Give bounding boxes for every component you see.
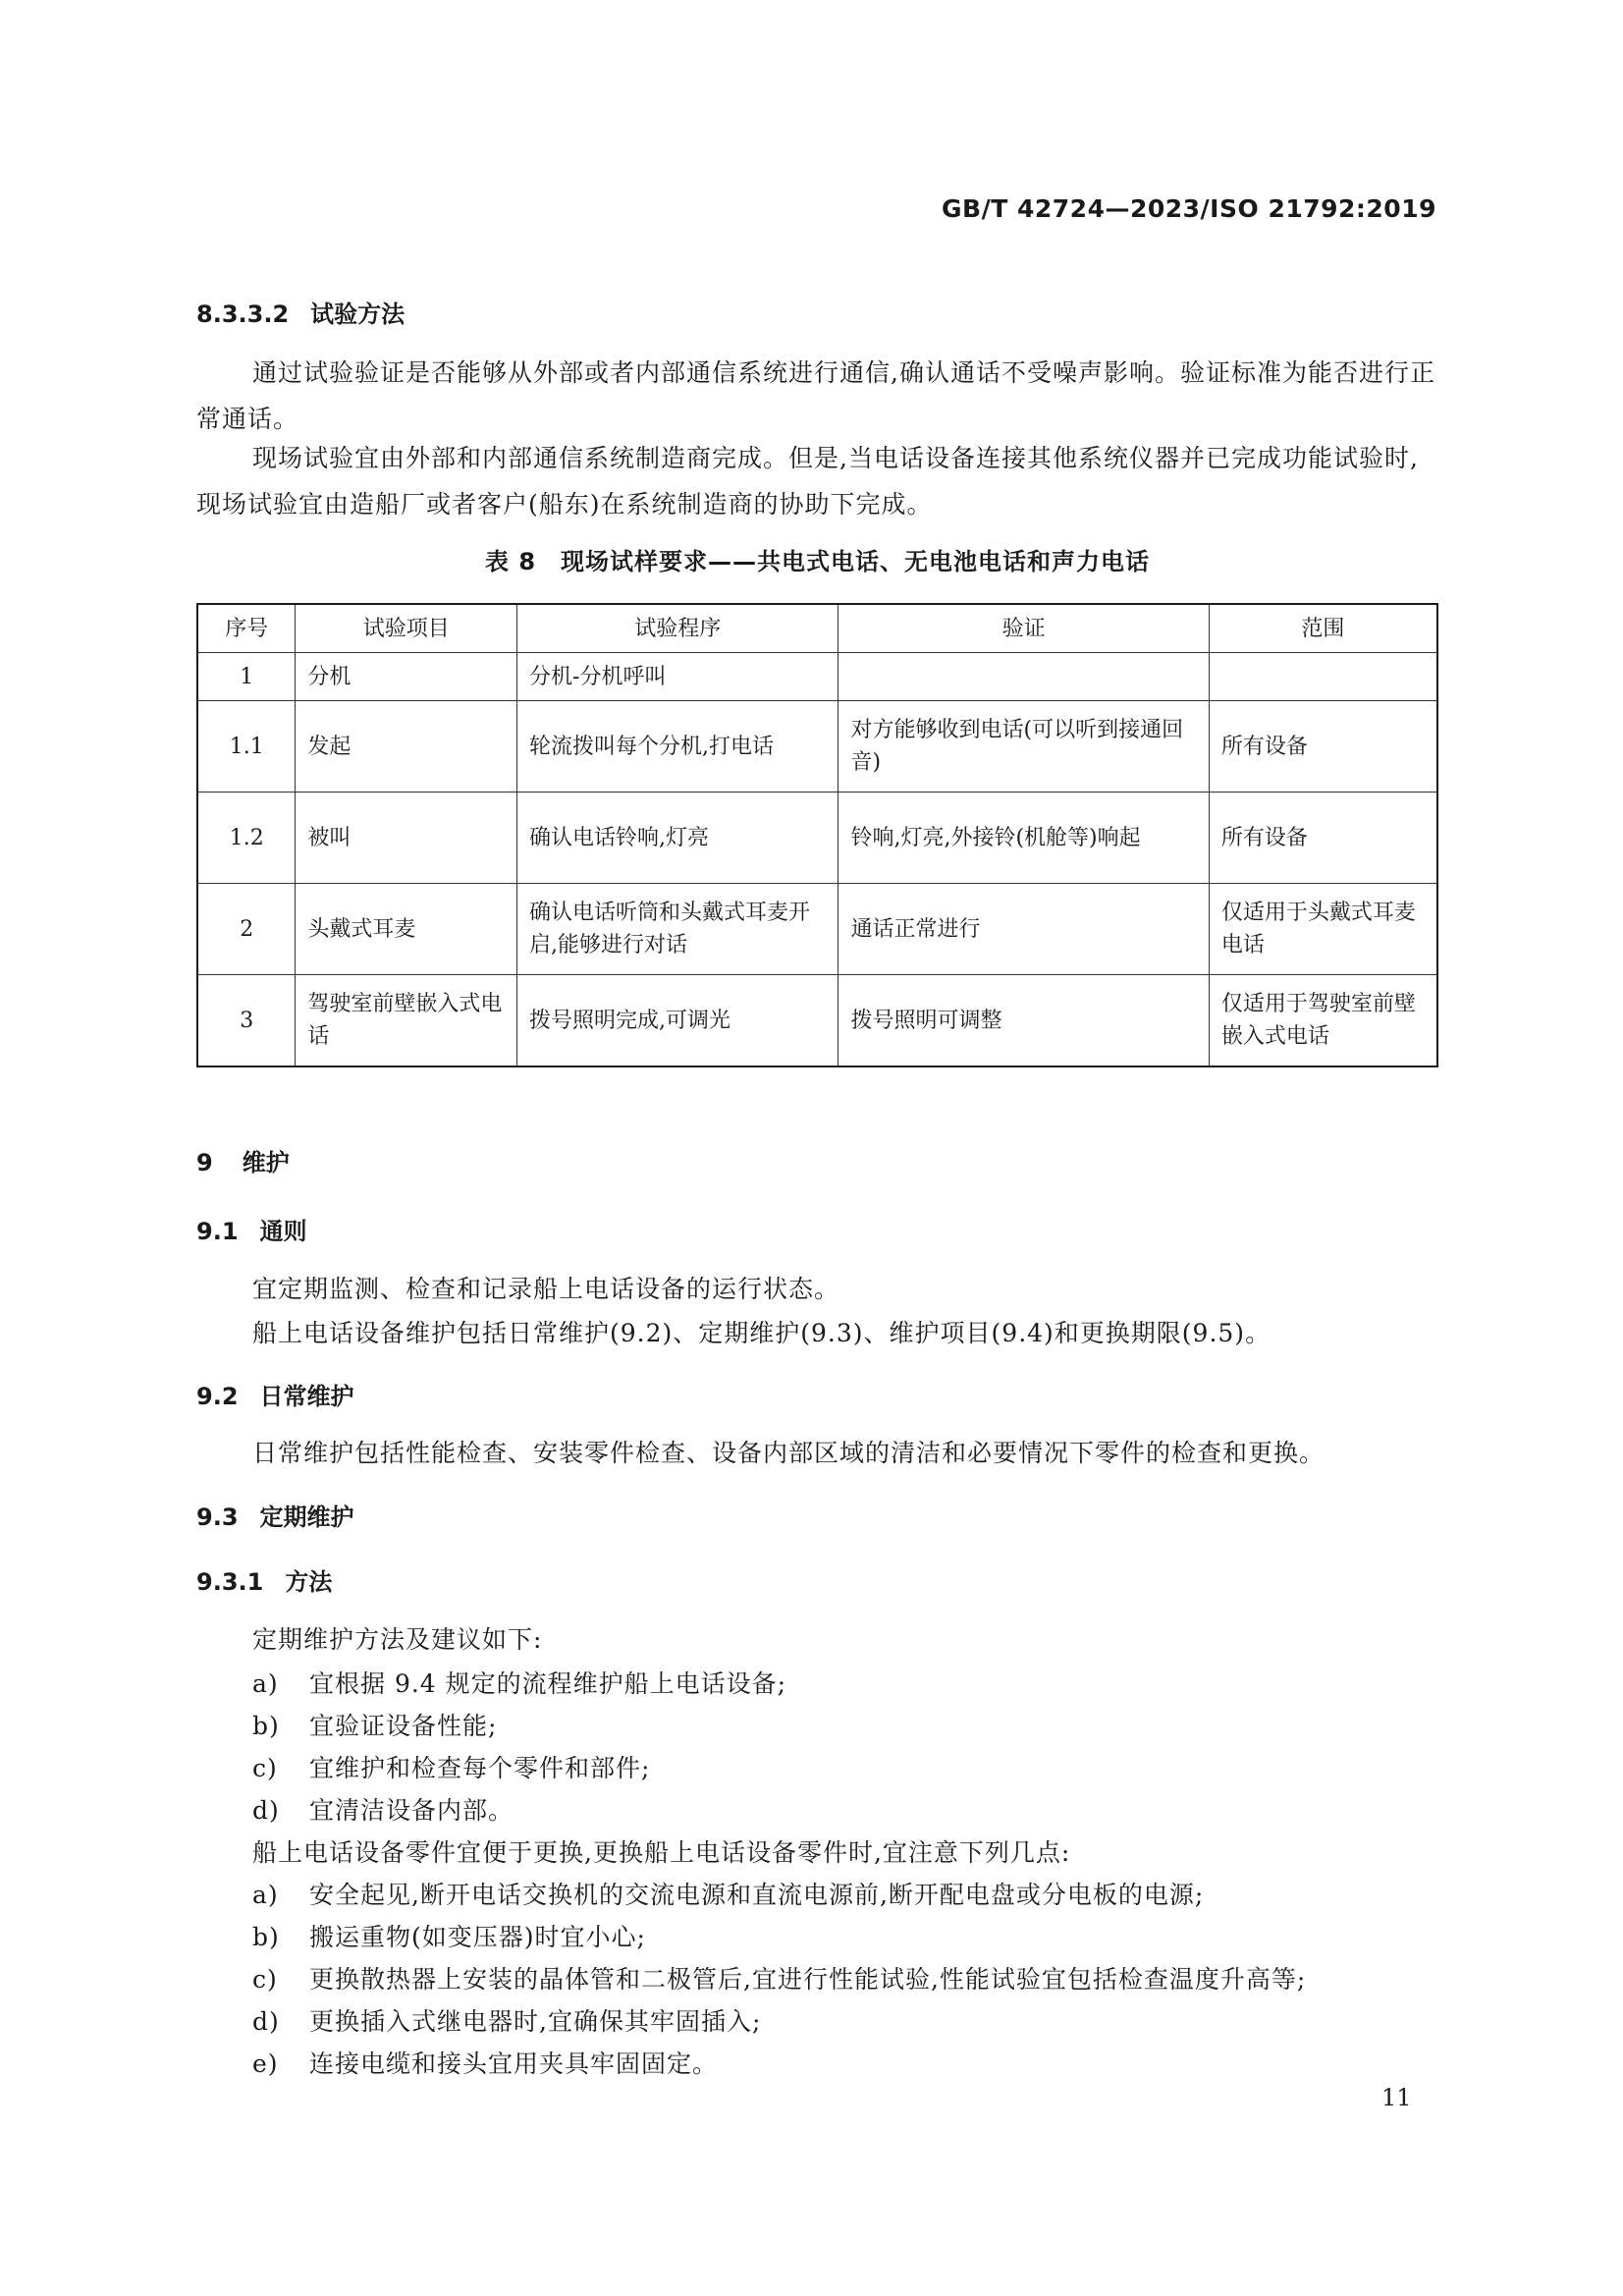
heading-number: 9.3	[196, 1503, 239, 1531]
paragraph: 现场试验宜由外部和内部通信系统制造商完成。但是,当电话设备连接其他系统仪器并已完成功能试验时,现场试验宜由造船厂或者客户(船东)在系统制造商的协助下完成。	[196, 444, 1419, 519]
paragraph: 船上电话设备维护包括日常维护(9.2)、定期维护(9.3)、维护项目(9.4)和更换期限(9.5)。	[252, 1319, 1271, 1347]
heading-9	[196, 1143, 290, 1177]
paragraph: 宜定期监测、检查和记录船上电话设备的运行状态。	[252, 1275, 840, 1303]
heading-8-3-3-2	[196, 295, 405, 329]
list-marker: a)	[252, 1881, 279, 1909]
table-header-row	[197, 604, 1437, 653]
list-text: 宜清洁设备内部。	[309, 1796, 514, 1825]
table-cell: 所有设备	[1209, 701, 1437, 793]
list-marker: d)	[252, 1796, 280, 1825]
list-text: 更换插入式继电器时,宜确保其牢固插入;	[309, 2007, 762, 2036]
list-text: 宜根据 9.4 规定的流程维护船上电话设备;	[309, 1669, 787, 1698]
list-text: 安全起见,断开电话交换机的交流电源和直流电源前,断开配电盘或分电板的电源;	[309, 1881, 1205, 1909]
list-text: 连接电缆和接头宜用夹具牢固固定。	[309, 2050, 719, 2078]
table-cell: 1.2	[197, 793, 296, 884]
table-cell: 所有设备	[1209, 793, 1437, 884]
table-cell	[839, 653, 1209, 701]
heading-title: 试验方法	[310, 301, 406, 328]
paragraph: 定期维护方法及建议如下:	[252, 1625, 543, 1654]
heading-9-3-1	[196, 1562, 332, 1597]
table-cell: 仅适用于头戴式耳麦电话	[1209, 884, 1437, 975]
heading-9-2	[196, 1377, 354, 1411]
list-item	[252, 1791, 514, 1831]
list-text: 搬运重物(如变压器)时宜小心;	[309, 1923, 646, 1951]
list-item	[252, 1707, 497, 1746]
list-text: 宜维护和检查每个零件和部件;	[309, 1754, 651, 1782]
list-item	[252, 1876, 1204, 1915]
standard-number: GB/T 42724—2023/ISO 21792:2019	[942, 194, 1436, 223]
heading-title: 日常维护	[259, 1383, 354, 1410]
list-item	[252, 1918, 646, 1957]
table-cell: 分机	[296, 653, 517, 701]
list-marker: b)	[252, 1923, 280, 1951]
heading-number: 9.3.1	[196, 1568, 264, 1596]
table-cell	[1209, 653, 1437, 701]
table-cell: 确认电话铃响,灯亮	[517, 793, 839, 884]
table-row	[197, 701, 1437, 793]
list-marker: b)	[252, 1712, 280, 1740]
table-cell: 对方能够收到电话(可以听到接通回音)	[839, 701, 1209, 793]
heading-number: 9.2	[196, 1383, 239, 1410]
table-row	[197, 975, 1437, 1067]
list-text: 更换散热器上安装的晶体管和二极管后,宜进行性能试验,性能试验宜包括检查温度升高等;	[309, 1965, 1307, 1994]
column-header: 序号	[197, 604, 296, 653]
heading-number: 9.1	[196, 1218, 239, 1245]
table-cell: 确认电话听筒和头戴式耳麦开启,能够进行对话	[517, 884, 839, 975]
page-number: 11	[1381, 2084, 1412, 2111]
list-marker: c)	[252, 1754, 278, 1782]
table-cell: 发起	[296, 701, 517, 793]
table-cell: 被叫	[296, 793, 517, 884]
table-cell: 拨号照明可调整	[839, 975, 1209, 1067]
heading-title: 通则	[259, 1218, 307, 1245]
paragraph: 日常维护包括性能检查、安装零件检查、设备内部区域的清洁和必要情况下零件的检查和更换。	[252, 1439, 1325, 1467]
table-row	[197, 793, 1437, 884]
list-marker: d)	[252, 2007, 280, 2036]
table-row	[197, 884, 1437, 975]
table-8	[196, 603, 1438, 1067]
table-cell: 轮流拨叫每个分机,打电话	[517, 701, 839, 793]
list-text: 宜验证设备性能;	[309, 1712, 498, 1740]
table-cell: 2	[197, 884, 296, 975]
paragraph: 通过试验验证是否能够从外部或者内部通信系统进行通信,确认通话不受噪声影响。验证标准为能否进行正常通话。	[196, 358, 1435, 433]
heading-number: 9	[196, 1149, 213, 1176]
table-cell: 拨号照明完成,可调光	[517, 975, 839, 1067]
list-item	[252, 1749, 650, 1788]
heading-title: 维护	[242, 1149, 290, 1176]
table-cell: 1.1	[197, 701, 296, 793]
list-item	[252, 2045, 718, 2084]
table-cell: 头戴式耳麦	[296, 884, 517, 975]
table-cell: 驾驶室前壁嵌入式电话	[296, 975, 517, 1067]
table-cell: 通话正常进行	[839, 884, 1209, 975]
column-header: 范围	[1209, 604, 1437, 653]
table-caption: 表 8 现场试样要求——共电式电话、无电池电话和声力电话	[484, 548, 1151, 575]
list-item	[252, 1665, 786, 1704]
list-marker: c)	[252, 1965, 278, 1994]
heading-9-1	[196, 1212, 307, 1246]
column-header: 验证	[839, 604, 1209, 653]
list-item	[252, 1960, 1306, 1999]
table-cell: 1	[197, 653, 296, 701]
column-header: 试验程序	[517, 604, 839, 653]
column-header: 试验项目	[296, 604, 517, 653]
table-cell: 3	[197, 975, 296, 1067]
table-row	[197, 653, 1437, 701]
list-marker: e)	[252, 2050, 279, 2078]
paragraph: 船上电话设备零件宜便于更换,更换船上电话设备零件时,宜注意下列几点:	[252, 1838, 1071, 1867]
heading-title: 定期维护	[259, 1503, 354, 1531]
list-item	[252, 2002, 761, 2042]
table-cell: 仅适用于驾驶室前壁嵌入式电话	[1209, 975, 1437, 1067]
table-cell: 分机-分机呼叫	[517, 653, 839, 701]
table-cell: 铃响,灯亮,外接铃(机舱等)响起	[839, 793, 1209, 884]
heading-title: 方法	[285, 1568, 333, 1596]
heading-9-3	[196, 1498, 354, 1532]
list-marker: a)	[252, 1669, 279, 1698]
heading-number: 8.3.3.2	[196, 301, 290, 328]
